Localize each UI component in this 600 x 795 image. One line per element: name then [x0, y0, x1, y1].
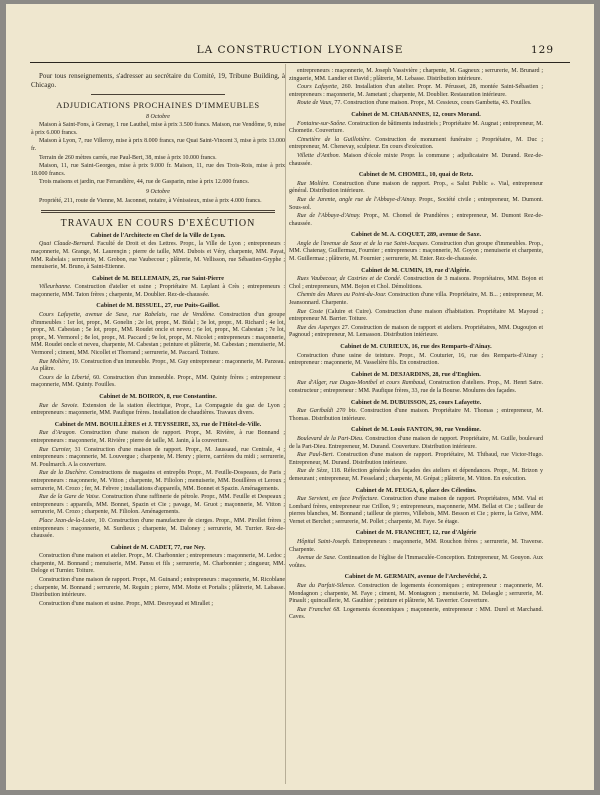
- cabinet-heading: Cabinet de M. BELLEMAIN, 25, rue Saint-Pierre: [91, 274, 225, 282]
- work-location: Rue de la Duchère.: [39, 470, 90, 477]
- cabinet-heading: Cabinet de M. CADET, 77, rue Ney.: [110, 543, 206, 551]
- work-entry: [289, 539, 543, 554]
- work-location: Rue de Sèze,: [297, 468, 332, 475]
- work-location: Rues Vaubecour, de Castries et de Condé.: [297, 276, 404, 283]
- work-entry: [31, 601, 285, 609]
- work-entry: [289, 380, 543, 395]
- work-description: Construction d'une maison. Propriétaire M. Thomas ; entrepreneur, M. Thomas. Distribution intérieure.: [289, 408, 544, 422]
- work-entry: [289, 408, 543, 423]
- work-location: Villette d'Anthon.: [297, 152, 344, 159]
- work-description: Construction d'une villa. Propriétaire, M. B... ; entrepreneur, M. Jeansonnard. Charpente.: [289, 292, 544, 307]
- adjudication-entry: Maison, 11, rue Saint-Georges, mise à prix 9.000 fr. Maison, 11, rue des Trois-Rois, mise à prix 18.000 francs.: [31, 163, 285, 177]
- cabinet-heading: Cabinet de M. FEUGA, 6, place des Célestins.: [355, 486, 477, 494]
- cabinet-heading: Cabinet de MM. BOUILLÈRES et J. TEYSSEIRE, 33, rue de l'Hôtel-de-Ville.: [54, 420, 262, 428]
- work-entry: [31, 518, 285, 541]
- double-separator: [41, 210, 275, 213]
- cabinet-heading: Cabinet de M. CHABANNES, 12, cours Morand.: [351, 110, 481, 118]
- work-location: Rue d'Aragon.: [39, 430, 81, 437]
- work-entry: [289, 496, 543, 526]
- work-location: Boulevard de la Part-Dieu.: [297, 435, 366, 442]
- work-description: Construction de 3 maisons. Propriétaires, MM. Bojon et Chol ; entrepreneurs, MM. Bojon et Chol. Démolitions.: [289, 276, 544, 290]
- work-description: 118. Réfection générale des façades des ateliers et dépendances. Propr., M. Brizon y demeurant ; entrepreneur, M. Fesseland ; charpente, M. Grépat ; plâtrerie, M. Vitton. En exécution.: [289, 468, 544, 482]
- work-location: Rue d'Alger, rue Dugas-Montbel et cours Rambaud,: [297, 380, 429, 387]
- work-entry: [31, 375, 285, 390]
- adjudication-entry: Maison à Saint-Fons, à Grenay, 1 rue Lauthel, mise à prix 3.500 francs. Maison, rue Vendôme, 9, mise à prix 6.000 francs.: [31, 122, 285, 136]
- adjudication-entry: Terrain de 260 mètres carrés, rue Paul-Bert, 38, mise à prix 10.000 francs.: [39, 154, 217, 161]
- adjudication-list-2: [31, 198, 285, 206]
- work-location: Rue Paul-Bert.: [297, 452, 337, 459]
- work-location: Rue de l'Abbaye-d'Ainay.: [297, 213, 364, 220]
- work-location: Hôpital Saint-Joseph.: [297, 539, 353, 546]
- work-entry: [289, 137, 543, 152]
- work-description: Entrepreneurs : maçonnerie, MM. Rouchon frères ; serrurerie, M. Traverse. Charpente.: [289, 539, 543, 553]
- work-entry: [289, 241, 543, 264]
- work-description: Propr., M. Chomel de Prandières ; entrepreneur, M. Dumont Rez-de-chaussée.: [289, 213, 543, 227]
- work-location: Rue Molière,: [39, 358, 72, 365]
- work-entry: [289, 292, 543, 307]
- work-description: Construction d'une usine de teinture. Propr., M. Couturier, 16, rue des Remparts-d'Ainay ; entrepreneur : maçonnerie, M. Vasselière fils. En construction.: [289, 352, 543, 367]
- work-description: 31 Construction d'une maison de rapport. Propr., M. Jaussaud, rue Centrale, 4 ; entrepreneurs : maçonnerie, M. Louvergue ; charpente, M. Henry ; pierre, carrières du midi ; serrurerie, M. Poulmarch. A la couverture.: [31, 446, 285, 468]
- work-entry: [289, 583, 543, 606]
- work-location: Rue Servient, en face Préfecture.: [297, 496, 381, 503]
- column-divider: [285, 64, 286, 784]
- adjudications-title: ADJUDICATIONS PROCHAINES D'IMMEUBLES: [56, 100, 260, 110]
- work-entry: [289, 325, 543, 340]
- work-entry: [31, 241, 285, 271]
- work-entry: [31, 403, 285, 418]
- work-location: Cours de la Liberté,: [39, 374, 94, 381]
- adjudication-list-1: [31, 122, 285, 187]
- document-page: [6, 4, 594, 790]
- cabinet-heading: Cabinet de l'Architecte en Chef de la Ville de Lyon.: [90, 231, 226, 239]
- cabinet-heading: Cabinet de M. A. COQUET, 289, avenue de Saxe.: [351, 231, 481, 239]
- page-header: [46, 44, 554, 60]
- adjudication-date: 9 Octobre: [146, 188, 170, 195]
- work-entry: [289, 68, 543, 83]
- page-number: 129: [530, 44, 554, 56]
- work-entry: [289, 121, 543, 136]
- left-sections: [31, 232, 285, 609]
- work-location: Rue Coste: [297, 308, 326, 315]
- work-location: Villeurbanne.: [39, 284, 75, 291]
- cabinet-heading: Cabinet de M. DESJARDINS, 28, rue d'Enghien.: [351, 370, 481, 378]
- right-sections: [289, 68, 543, 622]
- work-description: Construction d'une maison de rapport. Propr., M. Guinand ; entrepreneurs : maçonnerie, M. Ricoblane ; charpente, M. Bonnand ; serrurerie, M. Reguin ; pierre, MM. Motte et Portalis ; plâtrerie, M. Labasse. Distribution intérieure.: [31, 577, 285, 599]
- work-description: Constructions de magasins et entrepôts Propr., M. Feuille-Dospeaux, de Paris ; entrepreneurs : maçonnerie, M. Vitton ; charpente, M. Filiolon ; menuiserie, MM. Bouillères et Leroux ; serrurerie, M. Crozo ; fer, M. Febvre ; installations d'appareils, MM. Bonnet et Spazin. Aménagements.: [31, 470, 286, 492]
- work-description: Construction d'une maison et atelier. Propr., M. Charbonnier ; entrepreneurs : maçonnerie, M. Ledoc ; charpente, M. Bonnand ; menuiserie, MM. Pansu et fils ; serrurerie, M. Charbonnier ; zingueur, MM. Deloge et Turnier. Toiture.: [31, 553, 285, 575]
- work-location: Rue de la Gare de Vaise.: [39, 494, 102, 501]
- cabinet-heading: Cabinet de M. GERMAIN, avenue de l'Archevêché, 2.: [344, 573, 488, 581]
- cabinet-heading: Cabinet de M. DUBUISSON, 25, cours Lafayette.: [350, 398, 482, 406]
- work-entry: [289, 353, 543, 368]
- work-description: 260. Installation d'un atelier. Propr. M. Pérusset, 28, montée Saint-Sébastien ; entrepreneurs : maçonnerie, M. Jametant ; charpente, M. Doublier. Restauration intérieure.: [289, 84, 544, 98]
- work-description: Logements économiques ; maçonnerie, entrepreneur : MM. Durel et Marchand. Caves.: [289, 606, 544, 621]
- work-description: Construction d'une maison de rapport. Propriétaire, M. Thibaud, rue Victor-Hugo. Entrepreneur, M. Durand. Distribution intérieure.: [289, 452, 543, 466]
- work-description: 27. Construction de maison de rapport et ateliers. Propriétaires, MM. Dugoujon et Pagnoud ; entrepreneur, M. Lemasson. Distribution intérieure.: [289, 324, 543, 339]
- work-entry: [289, 555, 543, 570]
- work-description: Maison d'école mixte Propr. la commune ; adjudicataire M. Durand. Rez-de-chaussée.: [289, 152, 543, 167]
- work-description: Construction de monument funéraire ; Propriétaire, M. Duc ; entrepreneur, M. Chenevay, sculpteur. En cours d'exécution.: [289, 136, 543, 151]
- work-location: Quai Claude-Bernard.: [39, 241, 98, 248]
- work-description: Construction de bâtiments industriels ; Propriétaire M. Augnat ; entrepreneur, M. Chometie. Couverture.: [289, 120, 543, 135]
- cabinet-heading: Cabinet de M. Louis FANTON, 90, rue Vendôme.: [351, 426, 481, 434]
- work-location: Rue des Asperges: [297, 324, 342, 331]
- work-location: Rue Curnier,: [39, 446, 75, 453]
- work-entry: [289, 452, 543, 467]
- work-location: Rue de Savoie.: [39, 402, 83, 409]
- work-location: Fontaine-sur-Saône.: [297, 120, 348, 127]
- work-location: Rue Molière.: [297, 180, 333, 187]
- cabinet-heading: Cabinet de M. BOIRON, 8, rue Constantine.: [99, 393, 217, 400]
- work-description: Propr., Société civile ; entrepreneur, M. Dumont. Sous-sol.: [289, 196, 543, 211]
- work-description: Construction d'une maison de rapport. Prop., « Salut Public ». Vial, entrepreneur général. Distribution intérieure.: [289, 180, 543, 195]
- work-entry: [31, 553, 285, 576]
- work-description: (Caluire et Cuire). Construction d'une maison d'habitation. Propriétaire M. Mayoud ; entrepreneur M. Barrier. Toiture.: [289, 308, 543, 323]
- work-location: Avenue de Saxe.: [297, 555, 339, 562]
- work-description: 19. Construction d'un immeuble. Propr., M. Guy entrepreneur : maçonnerie, M. Parzeau. Au plâtre.: [31, 358, 285, 373]
- work-location: Rue de Jarente, angle rue de l'Abbaye-d'Ainay.: [297, 196, 420, 203]
- work-entry: [289, 436, 543, 451]
- adjudication-entry: Propriété, 211, route de Vienne, M. Jaconnet, notaire, à Vénissieux, mise à prix 4.000 francs.: [39, 197, 262, 204]
- work-entry: [289, 607, 543, 622]
- left-column: [31, 68, 285, 609]
- work-location: Angle de l'avenue de Saxe et de la rue Saint-Jacques.: [297, 240, 432, 247]
- work-entry: [31, 470, 285, 493]
- work-entry: [31, 494, 285, 517]
- work-description: Construction d'atelier et usine ; Propriétaire M. Leplant à Crès ; entrepreneurs : maçonnerie, MM. Taton frères ; charpente, M. Doublier. Rez-de-chaussée.: [31, 284, 285, 298]
- work-description: 77. Construction d'une maison. Propr., M. Cessieux, cours Gambetta, 43. Fouilles.: [334, 100, 532, 107]
- work-description: Construction d'une maison de rapport. Propriétaires, MM. Vial et Lombard frères, entrepreneur rue Crillon, 9 ; entrepreneurs, maçonnerie, MM. Bellat et Cie ; tailleur de pierres blanches, M. Bonnand ; tailleur de pierres, Villebois, MM. Besson et Cie ; pierre, la Grive, MM. Vernet et Berchet ; serrurerie, M. Pollet ; charpente, M. Faye. 5e étage.: [289, 496, 543, 525]
- work-entry: [289, 153, 543, 168]
- work-entry: [31, 430, 285, 445]
- work-description: Construction d'une maison de rapport. Propriétaire, M. Guille, boulevard de la Part-Dieu. Entrepreneur, M. Durand. Couverture. Distribution intérieure.: [289, 435, 543, 450]
- cabinet-heading: Cabinet de M. CURIEUX, 16, rue des Remparts-d'Ainay.: [340, 343, 492, 350]
- travaux-title: TRAVAUX EN COURS D'EXÉCUTION: [60, 218, 256, 230]
- work-location: Route de Vaux,: [297, 100, 335, 107]
- work-entry: [289, 100, 543, 108]
- work-entry: [289, 309, 543, 324]
- work-description: Continuation de l'église de l'Immaculée-Conception. Entrepreneur, M. Gouyon. Aux voûtes.: [289, 555, 543, 569]
- running-title: LA CONSTRUCTION LYONNAISE: [196, 44, 404, 56]
- adjudication-entry: Maison à Lyon, 7, rue Villeroy, mise à prix 8.000 francs, rue Quai Saint-Vincent 3, mise à prix 13.000 fr.: [31, 138, 285, 152]
- work-location: Rue Garibaldi 270 bis.: [297, 408, 361, 415]
- work-entry: [31, 447, 285, 470]
- work-entry: [289, 181, 543, 196]
- work-description: Construction d'une maison et usine. Propr., MM. Desroyaud et Mirallet ;: [39, 600, 214, 607]
- work-entry: [289, 468, 543, 483]
- right-column: [289, 68, 543, 623]
- work-description: entrepreneurs : maçonnerie, M. Joseph Vassivière ; charpente, M. Gagneux ; serrurerie, M. Brunard ; zinguerie, MM. Landier et David ; plâtrerie, M. Lebasse. Distribution intérieure.: [289, 68, 543, 82]
- work-description: Extension de la station électrique, Propr., La Compagnie du gaz de Lyon ; entrepreneurs : maçonnerie, MM. Paufique frères. Installation de chaudières. Travaux divers.: [31, 402, 286, 417]
- work-entry: [31, 359, 285, 374]
- header-rule: [30, 62, 570, 63]
- cabinet-heading: Cabinet de M. FRANCHET, 12, rue d'Algérie: [355, 529, 477, 537]
- cabinet-heading: Cabinet de M. BISSUEL, 27, rue Puits-Gaillot.: [96, 302, 220, 310]
- info-notice: Pour tous renseignements, s'adresser au secrétaire du Comité, 19, Tribune Building, à Chicago.: [31, 72, 285, 89]
- work-description: Construction d'une raffinerie de pétrole. Propr., MM. Feuille et Despeaux ; entrepreneurs : appareils, MM. Bonnet, Spazin et Cie ; pavage, M. Gruot ; maçonnerie, M. Vitton ; serrurerie, M. Crozo ; charpente, M. Filiolon. Aménagements.: [31, 494, 285, 516]
- work-location: Place Jean-de-la-Loire,: [39, 517, 99, 524]
- work-entry: [289, 197, 543, 212]
- work-entry: [289, 213, 543, 228]
- work-entry: [31, 577, 285, 600]
- adjudication-date: 8 Octobre: [146, 113, 170, 120]
- work-description: 10. Construction d'une manufacture de cierges. Propr., MM. Pirollet frères ; entrepreneurs : maçonnerie, M. Surdieux ; charpente, M. Daloney ; serrurerie, M. Turrier. Rez-de-chaussée.: [31, 517, 285, 540]
- work-location: Cimetière de la Guillotière.: [297, 136, 376, 143]
- work-location: Chemin des Mures au Point-du-Jour.: [297, 292, 389, 299]
- work-description: Construction d'un groupe d'immeubles : 1er lot, propr., M. Gonelin ; 2e lot, propr., M. Bidal ; 3e lot, propr., M. Richard ; 4e lot, propr., M. Cabestan ; 5e lot, propr., MM. Roudet oncle et neveu ; 6e lot, propr., M. Cabestan ; 7e lot, propr., M. Vermorel ; 8e lot, propr., M. Paccard ; 9e lot, propr., M. Nicolet ; entrepreneurs : maçonnerie, MM. Roudet oncle et neveu, charpente, M. Cabestan ; peinture et plâtrerie, M. Cabestan ; menuiserie, M. Vermorel ; ciment, MM. Nicollet et Thorrand ; serrurerie, M. Paccard. Toiture.: [31, 312, 285, 357]
- work-description: Construction d'un groupe d'immeubles. Prop., MM. Chatenay, Guillermaz, Fournier ; entrepreneurs : maçonnerie, M. Goyon ; menuiserie et charpente, M. Guillermaz ; plâtrerie, M. Fournier ; serrurerie, M. Enier. Rez-de-chaussée.: [289, 240, 543, 263]
- work-entry: [289, 84, 543, 99]
- work-location: Rue Franchet 68.: [297, 606, 344, 613]
- cabinet-heading: Cabinet de M. CUMIN, 19, rue d'Algérie.: [361, 266, 471, 274]
- work-entry: [31, 284, 285, 299]
- work-location: Cours Lafayette, avenue de Saxe, rue Rabelais, rue de Vendôme.: [39, 312, 220, 319]
- work-description: Faculté de Droit et des Lettres. Propr., la Ville de Lyon ; entrepreneurs : maçonnerie, M. Grange, M. Laurençin ; pierre de taille, MM. Dubois et Véry, charpente, MM. Payat, MM. Rabelais ; serrurerie, M. Grobon, rue Vaubecour ; plâtrerie, M. Vellisson, rue Sébastien-Gryphe ; menuiserie, M. Bruno, à Saint-Etienne.: [31, 241, 285, 271]
- work-entry: [289, 276, 543, 291]
- work-description: 60. Construction d'un immeuble. Propr., MM. Quinty frères ; entrepreneur : maçonnerie, MM. Quinty. Fouilles.: [31, 374, 285, 389]
- work-description: Construction d'une maison de rapport. Propr., M. Rivière, à rue Bonnand ; entrepreneurs : maçonnerie, M. Rivière ; pierre de taille, M. Janin, à la couverture.: [31, 430, 285, 444]
- work-description: Construction de logements économiques ; entrepreneur : maçonnerie, M. Mondagnon ; charpente, M. Faye ; ciment, M. Montagnon ; menuiserie, M. Delasgle ; serrurerie, M. Pinault ; quincaillerie, M. Gauthier ; peinture et plâtrerie, M. Taverrier. Couverture.: [289, 583, 544, 605]
- work-description: Construction d'ateliers. Prop., M. Henri Satre. constructeur ; entrepreneur : MM. Paufique frères, 33, rue de la Bourse. Moulures des façades.: [289, 380, 544, 394]
- work-location: Rue du Parfait-Silence.: [297, 583, 359, 590]
- cabinet-heading: Cabinet de M. CHOMEL, 10, quai de Retz.: [358, 171, 474, 179]
- work-entry: [31, 312, 285, 358]
- separator: [91, 94, 225, 95]
- work-location: Cours Lafayette,: [297, 84, 342, 91]
- adjudication-entry: Trois maisons et jardin, rue Ferrandière, 44, rue de Gasparin, mise à prix 12.000 francs.: [39, 179, 250, 186]
